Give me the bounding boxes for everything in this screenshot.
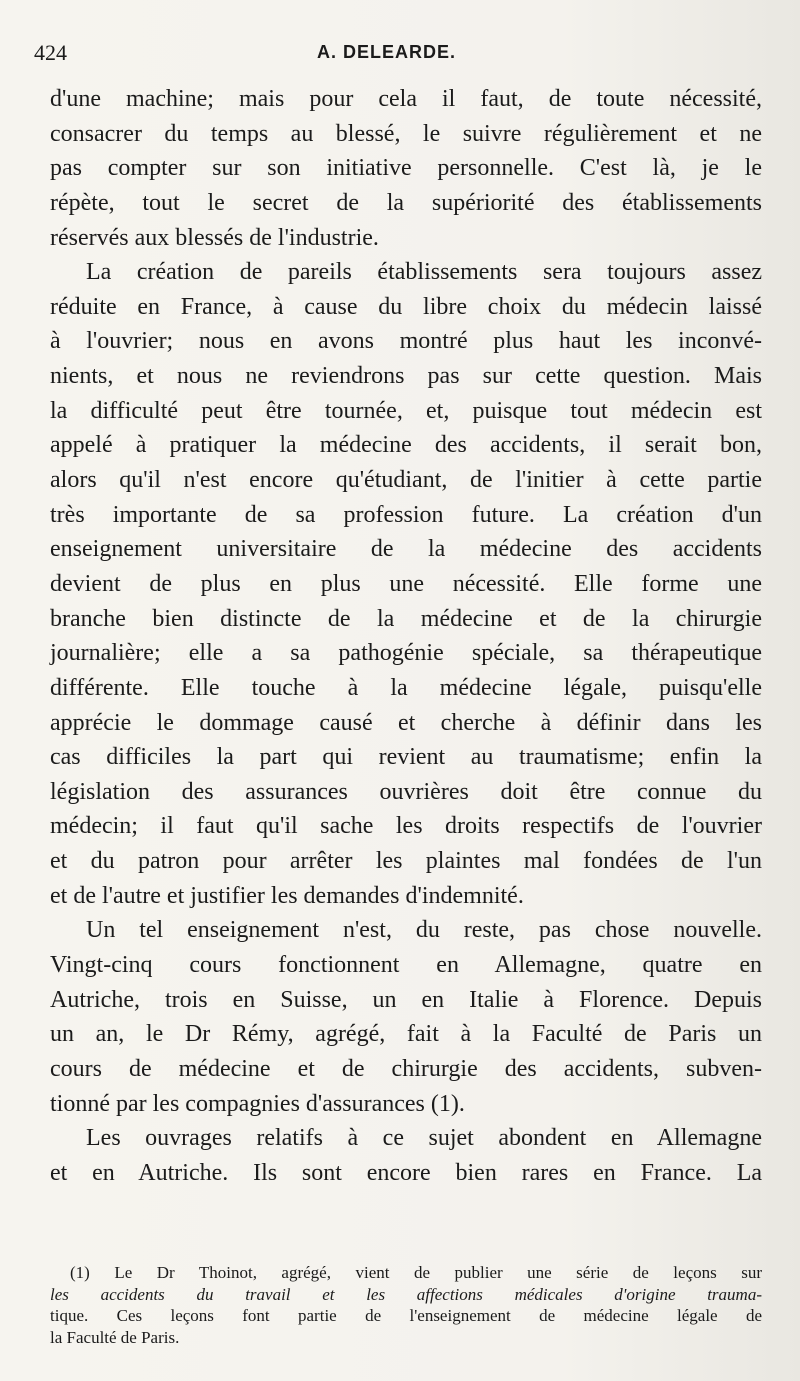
paragraph-start-line: La création de pareils établissements sera toujours assez: [86, 259, 762, 286]
text-line: et en Autriche. Ils sont encore bien rares en France. La: [50, 1159, 762, 1186]
body-text: [50, 82, 762, 1191]
text-line: devient de plus en plus une nécessité. Elle forme une: [50, 570, 762, 597]
paragraph-start-line: Un tel enseignement n'est, du reste, pas chose nouvelle.: [86, 917, 762, 944]
text-line: pas compter sur son initiative personnelle. C'est là, je le: [50, 155, 762, 182]
text-line: d'une machine; mais pour cela il faut, de toute nécessité,: [50, 86, 762, 112]
text-line: réservés aux blessés de l'industrie.: [50, 224, 379, 251]
text-line: enseignement universitaire de la médecine des accidents: [50, 536, 762, 563]
text-line: législation des assurances ouvrières doit être connue du: [50, 778, 762, 805]
text-line: et de l'autre et justifier les demandes d'indemnité.: [50, 882, 524, 909]
footnote-line: (1) Le Dr Thoinot, agrégé, vient de publier une série de leçons sur: [70, 1263, 762, 1282]
text-line: très importante de sa profession future. La création d'un: [50, 501, 762, 528]
text-line: Vingt-cinq cours fonctionnent en Allemagne, quatre en: [50, 952, 762, 979]
text-line: à l'ouvrier; nous en avons montré plus haut les inconvé-: [50, 328, 762, 355]
page-number: 424: [34, 40, 67, 65]
text-line: apprécie le dommage causé et cherche à définir dans les: [50, 709, 762, 736]
page-header: [34, 40, 760, 76]
footnote-line: la Faculté de Paris.: [50, 1327, 180, 1347]
paragraph-start-line: Les ouvrages relatifs à ce sujet abondent en Allemagne: [86, 1125, 762, 1152]
text-line: tionné par les compagnies d'assurances (1).: [50, 1090, 465, 1117]
footnotes: [50, 1262, 762, 1348]
text-line: cas difficiles la part qui revient au traumatisme; enfin la: [50, 744, 762, 771]
text-line: Autriche, trois en Suisse, un en Italie à Florence. Depuis: [50, 986, 762, 1013]
text-line: médecin; il faut qu'il sache les droits respectifs de l'ouvrier: [50, 813, 762, 840]
text-line: consacrer du temps au blessé, le suivre régulièrement et ne: [50, 120, 762, 147]
text-line: alors qu'il n'est encore qu'étudiant, de l'initier à cette partie: [50, 467, 762, 494]
footnote-line: tique. Ces leçons font partie de l'enseignement de médecine légale de: [50, 1306, 762, 1325]
text-line: différente. Elle touche à la médecine légale, puisqu'elle: [50, 674, 762, 701]
text-line: la difficulté peut être tournée, et, puisque tout médecin est: [50, 397, 762, 424]
text-line: journalière; elle a sa pathogénie spéciale, sa thérapeutique: [50, 640, 762, 667]
text-line: réduite en France, à cause du libre choix du médecin laissé: [50, 293, 762, 320]
text-line: branche bien distincte de la médecine et de la chirurgie: [50, 605, 762, 632]
text-line: et du patron pour arrêter les plaintes mal fondées de l'un: [50, 848, 762, 875]
text-line: répète, tout le secret de la supériorité des établissements: [50, 189, 762, 216]
text-line: appelé à pratiquer la médecine des accidents, il serait bon,: [50, 432, 762, 459]
text-line: un an, le Dr Rémy, agrégé, fait à la Faculté de Paris un: [50, 1021, 762, 1048]
text-line: nients, et nous ne reviendrons pas sur cette question. Mais: [50, 363, 762, 390]
running-title: A. DELEARDE.: [317, 42, 457, 62]
footnote-line: les accidents du travail et les affections médicales d'origine trauma-: [50, 1284, 762, 1304]
text-line: cours de médecine et de chirurgie des accidents, subven-: [50, 1055, 762, 1082]
